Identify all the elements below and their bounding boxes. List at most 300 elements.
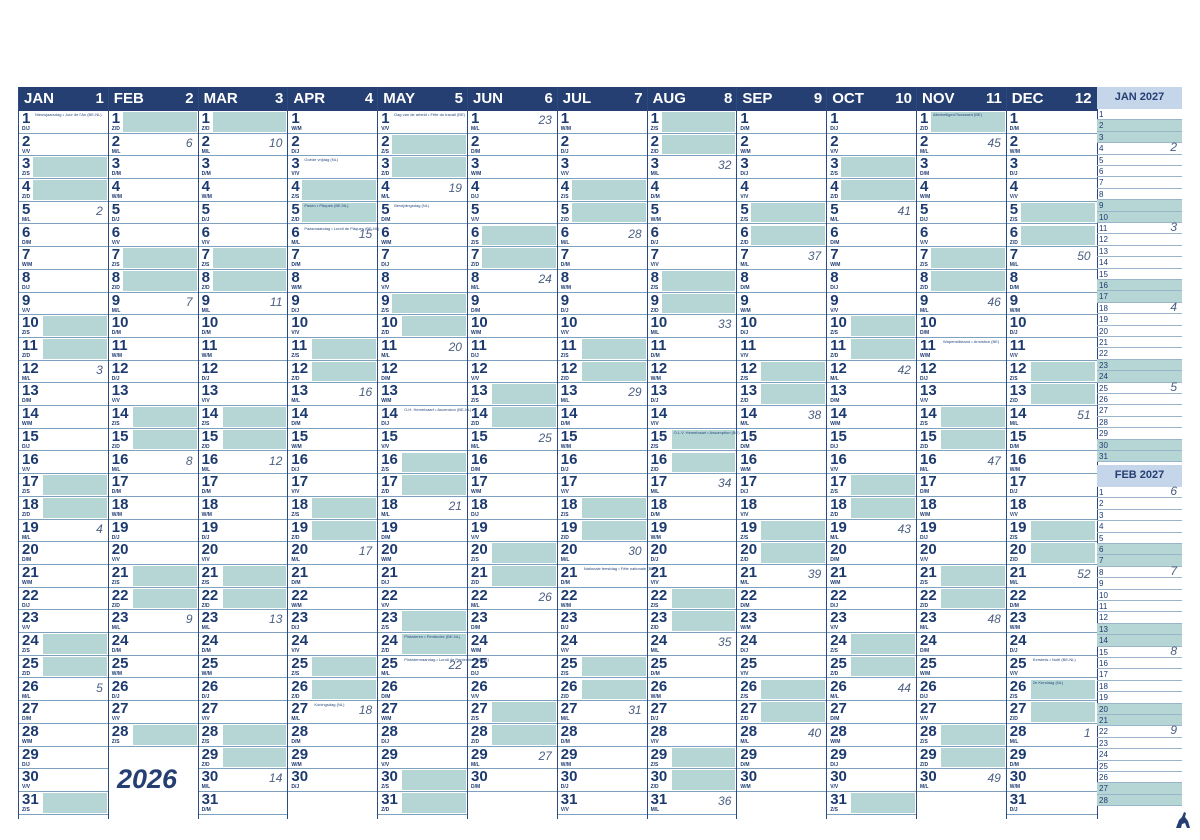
day-cell[interactable] [558, 474, 648, 497]
day-cell[interactable] [737, 202, 827, 225]
day-cell[interactable] [737, 724, 827, 747]
day-cell[interactable] [378, 769, 468, 792]
next-day-cell[interactable] [1097, 704, 1182, 715]
day-cell[interactable] [288, 542, 378, 565]
day-cell[interactable] [378, 679, 468, 702]
next-day-cell[interactable] [1097, 783, 1182, 794]
day-cell[interactable] [917, 452, 1007, 475]
day-cell[interactable] [648, 383, 738, 406]
day-cell[interactable] [648, 111, 738, 134]
day-cell[interactable] [558, 747, 648, 770]
day-cell[interactable] [737, 633, 827, 656]
day-cell[interactable] [827, 792, 917, 815]
day-cell[interactable] [199, 588, 289, 611]
next-day-cell[interactable] [1097, 280, 1182, 291]
day-cell[interactable] [468, 429, 558, 452]
day-cell[interactable] [1007, 315, 1097, 338]
day-cell[interactable] [1007, 202, 1097, 225]
day-cell[interactable] [558, 542, 648, 565]
next-day-cell[interactable] [1097, 417, 1182, 428]
day-cell[interactable] [917, 656, 1007, 679]
next-day-cell[interactable] [1097, 269, 1182, 280]
day-cell[interactable] [1007, 270, 1097, 293]
day-cell[interactable] [827, 679, 917, 702]
day-cell[interactable] [378, 247, 468, 270]
day-cell[interactable] [917, 610, 1007, 633]
day-cell[interactable] [109, 338, 199, 361]
day-cell[interactable] [827, 633, 917, 656]
day-cell[interactable] [737, 497, 827, 520]
day-cell[interactable] [19, 588, 109, 611]
day-cell[interactable] [288, 179, 378, 202]
day-cell[interactable] [1007, 406, 1097, 429]
day-cell[interactable] [378, 747, 468, 770]
day-cell[interactable] [827, 701, 917, 724]
next-day-cell[interactable] [1097, 379, 1182, 394]
day-cell[interactable] [109, 315, 199, 338]
day-cell[interactable] [199, 156, 289, 179]
day-cell[interactable] [827, 156, 917, 179]
day-cell[interactable] [648, 315, 738, 338]
day-cell[interactable] [19, 202, 109, 225]
day-cell[interactable] [827, 293, 917, 316]
day-cell[interactable] [468, 474, 558, 497]
day-cell[interactable] [648, 452, 738, 475]
next-day-cell[interactable] [1097, 189, 1182, 200]
day-cell[interactable] [468, 701, 558, 724]
day-cell[interactable] [19, 406, 109, 429]
day-cell[interactable] [378, 792, 468, 815]
day-cell[interactable] [737, 452, 827, 475]
day-cell[interactable] [558, 315, 648, 338]
day-cell[interactable] [468, 406, 558, 429]
next-day-cell[interactable] [1097, 795, 1182, 806]
day-cell[interactable] [378, 225, 468, 248]
day-cell[interactable] [737, 520, 827, 543]
next-day-cell[interactable] [1097, 120, 1182, 131]
day-cell[interactable] [1007, 134, 1097, 157]
day-cell[interactable] [468, 452, 558, 475]
day-cell[interactable] [917, 474, 1007, 497]
next-day-cell[interactable] [1097, 563, 1182, 578]
day-cell[interactable] [288, 565, 378, 588]
day-cell[interactable] [288, 202, 378, 225]
day-cell[interactable] [1007, 588, 1097, 611]
next-day-cell[interactable] [1097, 715, 1182, 726]
day-cell[interactable] [827, 588, 917, 611]
day-cell[interactable] [558, 701, 648, 724]
day-cell[interactable] [288, 293, 378, 316]
day-cell[interactable] [378, 134, 468, 157]
day-cell[interactable] [109, 565, 199, 588]
next-day-cell[interactable] [1097, 257, 1182, 268]
day-cell[interactable] [1007, 724, 1097, 747]
day-cell[interactable] [109, 452, 199, 475]
day-cell[interactable] [648, 156, 738, 179]
day-cell[interactable] [109, 383, 199, 406]
day-cell[interactable] [917, 202, 1007, 225]
day-cell[interactable] [648, 338, 738, 361]
day-cell[interactable] [468, 315, 558, 338]
day-cell[interactable] [109, 542, 199, 565]
day-cell[interactable] [109, 701, 199, 724]
day-cell[interactable] [378, 338, 468, 361]
day-cell[interactable] [827, 497, 917, 520]
next-day-cell[interactable] [1097, 612, 1182, 623]
day-cell[interactable] [917, 747, 1007, 770]
day-cell[interactable] [19, 747, 109, 770]
day-cell[interactable] [917, 270, 1007, 293]
next-day-cell[interactable] [1097, 326, 1182, 337]
next-day-cell[interactable] [1097, 749, 1182, 760]
next-day-cell[interactable] [1097, 533, 1182, 544]
day-cell[interactable] [288, 747, 378, 770]
day-cell[interactable] [288, 452, 378, 475]
day-cell[interactable] [109, 293, 199, 316]
day-cell[interactable] [648, 747, 738, 770]
day-cell[interactable] [648, 179, 738, 202]
day-cell[interactable] [917, 361, 1007, 384]
day-cell[interactable] [648, 565, 738, 588]
day-cell[interactable] [468, 270, 558, 293]
day-cell[interactable] [468, 247, 558, 270]
day-cell[interactable] [917, 111, 1007, 134]
day-cell[interactable] [468, 156, 558, 179]
next-day-cell[interactable] [1097, 521, 1182, 532]
day-cell[interactable] [737, 225, 827, 248]
day-cell[interactable] [648, 769, 738, 792]
day-cell[interactable] [737, 429, 827, 452]
day-cell[interactable] [648, 633, 738, 656]
next-day-cell[interactable] [1097, 669, 1182, 680]
day-cell[interactable] [827, 542, 917, 565]
day-cell[interactable] [827, 747, 917, 770]
day-cell[interactable] [737, 747, 827, 770]
day-cell[interactable] [199, 111, 289, 134]
day-cell[interactable] [917, 134, 1007, 157]
day-cell[interactable] [19, 156, 109, 179]
day-cell[interactable] [648, 429, 738, 452]
day-cell[interactable] [468, 202, 558, 225]
day-cell[interactable] [648, 247, 738, 270]
day-cell[interactable] [109, 247, 199, 270]
day-cell[interactable] [109, 179, 199, 202]
day-cell[interactable] [199, 429, 289, 452]
day-cell[interactable] [827, 361, 917, 384]
day-cell[interactable] [917, 769, 1007, 792]
day-cell[interactable] [468, 679, 558, 702]
day-cell[interactable] [378, 565, 468, 588]
day-cell[interactable] [19, 610, 109, 633]
day-cell[interactable] [827, 406, 917, 429]
day-cell[interactable] [378, 588, 468, 611]
day-cell[interactable] [19, 792, 109, 815]
day-cell[interactable] [648, 225, 738, 248]
day-cell[interactable] [468, 361, 558, 384]
day-cell[interactable] [558, 156, 648, 179]
day-cell[interactable] [558, 429, 648, 452]
day-cell[interactable] [1007, 565, 1097, 588]
day-cell[interactable] [827, 724, 917, 747]
day-cell[interactable] [737, 134, 827, 157]
next-day-cell[interactable] [1097, 544, 1182, 555]
day-cell[interactable] [288, 633, 378, 656]
next-day-cell[interactable] [1097, 440, 1182, 451]
day-cell[interactable] [199, 610, 289, 633]
day-cell[interactable] [558, 247, 648, 270]
day-cell[interactable] [558, 338, 648, 361]
day-cell[interactable] [19, 769, 109, 792]
day-cell[interactable] [378, 701, 468, 724]
day-cell[interactable] [109, 610, 199, 633]
day-cell[interactable] [737, 315, 827, 338]
day-cell[interactable] [378, 202, 468, 225]
day-cell[interactable] [737, 111, 827, 134]
day-cell[interactable] [378, 520, 468, 543]
day-cell[interactable] [199, 383, 289, 406]
day-cell[interactable] [468, 293, 558, 316]
day-cell[interactable] [378, 315, 468, 338]
day-cell[interactable] [917, 429, 1007, 452]
day-cell[interactable] [648, 520, 738, 543]
day-cell[interactable] [648, 474, 738, 497]
day-cell[interactable] [648, 293, 738, 316]
day-cell[interactable] [288, 383, 378, 406]
next-day-cell[interactable] [1097, 140, 1182, 155]
day-cell[interactable] [917, 542, 1007, 565]
day-cell[interactable] [558, 679, 648, 702]
day-cell[interactable] [288, 679, 378, 702]
day-cell[interactable] [648, 610, 738, 633]
day-cell[interactable] [917, 679, 1007, 702]
day-cell[interactable] [648, 701, 738, 724]
day-cell[interactable] [917, 338, 1007, 361]
day-cell[interactable] [648, 588, 738, 611]
day-cell[interactable] [1007, 679, 1097, 702]
day-cell[interactable] [109, 633, 199, 656]
day-cell[interactable] [109, 270, 199, 293]
day-cell[interactable] [558, 769, 648, 792]
day-cell[interactable] [827, 225, 917, 248]
day-cell[interactable] [468, 383, 558, 406]
day-cell[interactable] [737, 293, 827, 316]
day-cell[interactable] [199, 701, 289, 724]
day-cell[interactable] [288, 156, 378, 179]
day-cell[interactable] [737, 701, 827, 724]
day-cell[interactable] [288, 520, 378, 543]
next-day-cell[interactable] [1097, 246, 1182, 257]
next-day-cell[interactable] [1097, 772, 1182, 783]
day-cell[interactable] [378, 497, 468, 520]
day-cell[interactable] [1007, 111, 1097, 134]
day-cell[interactable] [288, 406, 378, 429]
day-cell[interactable] [19, 383, 109, 406]
day-cell[interactable] [19, 474, 109, 497]
day-cell[interactable] [288, 610, 378, 633]
day-cell[interactable] [648, 679, 738, 702]
day-cell[interactable] [558, 225, 648, 248]
next-day-cell[interactable] [1097, 601, 1182, 612]
day-cell[interactable] [468, 633, 558, 656]
day-cell[interactable] [648, 656, 738, 679]
day-cell[interactable] [737, 542, 827, 565]
day-cell[interactable] [468, 542, 558, 565]
day-cell[interactable] [199, 225, 289, 248]
day-cell[interactable] [378, 542, 468, 565]
day-cell[interactable] [558, 452, 648, 475]
next-day-cell[interactable] [1097, 220, 1182, 234]
next-day-cell[interactable] [1097, 360, 1182, 371]
day-cell[interactable] [468, 497, 558, 520]
day-cell[interactable] [109, 429, 199, 452]
day-cell[interactable] [1007, 361, 1097, 384]
day-cell[interactable] [558, 656, 648, 679]
day-cell[interactable] [288, 769, 378, 792]
day-cell[interactable] [827, 111, 917, 134]
day-cell[interactable] [737, 179, 827, 202]
day-cell[interactable] [917, 383, 1007, 406]
day-cell[interactable] [917, 588, 1007, 611]
day-cell[interactable] [737, 156, 827, 179]
next-day-cell[interactable] [1097, 200, 1182, 211]
day-cell[interactable] [199, 565, 289, 588]
day-cell[interactable] [737, 247, 827, 270]
next-day-cell[interactable] [1097, 348, 1182, 359]
day-cell[interactable] [1007, 179, 1097, 202]
day-cell[interactable] [917, 633, 1007, 656]
day-cell[interactable] [468, 565, 558, 588]
day-cell[interactable] [917, 520, 1007, 543]
next-day-cell[interactable] [1097, 555, 1182, 566]
day-cell[interactable] [19, 361, 109, 384]
day-cell[interactable] [199, 474, 289, 497]
day-cell[interactable] [648, 724, 738, 747]
day-cell[interactable] [917, 179, 1007, 202]
day-cell[interactable] [19, 338, 109, 361]
day-cell[interactable] [827, 452, 917, 475]
day-cell[interactable] [648, 542, 738, 565]
day-cell[interactable] [19, 293, 109, 316]
next-day-cell[interactable] [1097, 590, 1182, 601]
next-day-cell[interactable] [1097, 299, 1182, 314]
day-cell[interactable] [468, 520, 558, 543]
day-cell[interactable] [827, 179, 917, 202]
day-cell[interactable] [558, 134, 648, 157]
day-cell[interactable] [737, 338, 827, 361]
day-cell[interactable] [468, 610, 558, 633]
day-cell[interactable] [199, 542, 289, 565]
day-cell[interactable] [378, 474, 468, 497]
day-cell[interactable] [648, 497, 738, 520]
day-cell[interactable] [737, 679, 827, 702]
next-day-cell[interactable] [1097, 738, 1182, 749]
day-cell[interactable] [468, 747, 558, 770]
day-cell[interactable] [827, 338, 917, 361]
day-cell[interactable] [109, 361, 199, 384]
next-day-cell[interactable] [1097, 692, 1182, 703]
next-day-cell[interactable] [1097, 658, 1182, 669]
day-cell[interactable] [648, 361, 738, 384]
next-day-cell[interactable] [1097, 166, 1182, 177]
day-cell[interactable] [109, 225, 199, 248]
day-cell[interactable] [827, 610, 917, 633]
day-cell[interactable] [558, 383, 648, 406]
day-cell[interactable] [827, 134, 917, 157]
day-cell[interactable] [558, 724, 648, 747]
day-cell[interactable] [109, 406, 199, 429]
day-cell[interactable] [109, 656, 199, 679]
day-cell[interactable] [19, 724, 109, 747]
next-day-cell[interactable] [1097, 484, 1182, 498]
day-cell[interactable] [648, 406, 738, 429]
day-cell[interactable] [109, 111, 199, 134]
day-cell[interactable] [378, 383, 468, 406]
day-cell[interactable] [1007, 633, 1097, 656]
day-cell[interactable] [199, 247, 289, 270]
day-cell[interactable] [558, 588, 648, 611]
day-cell[interactable] [1007, 542, 1097, 565]
day-cell[interactable] [737, 383, 827, 406]
next-day-cell[interactable] [1097, 337, 1182, 348]
day-cell[interactable] [1007, 293, 1097, 316]
day-cell[interactable] [737, 474, 827, 497]
day-cell[interactable] [737, 610, 827, 633]
next-day-cell[interactable] [1097, 394, 1182, 405]
day-cell[interactable] [827, 270, 917, 293]
next-day-cell[interactable] [1097, 578, 1182, 589]
next-day-cell[interactable] [1097, 109, 1182, 120]
day-cell[interactable] [109, 156, 199, 179]
day-cell[interactable] [917, 293, 1007, 316]
next-day-cell[interactable] [1097, 761, 1182, 772]
day-cell[interactable] [378, 270, 468, 293]
day-cell[interactable] [558, 270, 648, 293]
day-cell[interactable] [737, 656, 827, 679]
day-cell[interactable] [558, 633, 648, 656]
day-cell[interactable] [19, 520, 109, 543]
next-day-cell[interactable] [1097, 405, 1182, 416]
day-cell[interactable] [917, 225, 1007, 248]
day-cell[interactable] [827, 315, 917, 338]
day-cell[interactable] [288, 270, 378, 293]
day-cell[interactable] [19, 633, 109, 656]
day-cell[interactable] [468, 656, 558, 679]
day-cell[interactable] [737, 588, 827, 611]
day-cell[interactable] [917, 247, 1007, 270]
day-cell[interactable] [827, 520, 917, 543]
day-cell[interactable] [19, 179, 109, 202]
day-cell[interactable] [468, 111, 558, 134]
day-cell[interactable] [917, 724, 1007, 747]
day-cell[interactable] [468, 588, 558, 611]
day-cell[interactable] [199, 338, 289, 361]
day-cell[interactable] [1007, 656, 1097, 679]
day-cell[interactable] [737, 270, 827, 293]
day-cell[interactable] [288, 247, 378, 270]
day-cell[interactable] [109, 679, 199, 702]
day-cell[interactable] [288, 315, 378, 338]
day-cell[interactable] [558, 497, 648, 520]
day-cell[interactable] [468, 724, 558, 747]
day-cell[interactable] [288, 588, 378, 611]
day-cell[interactable] [1007, 701, 1097, 724]
day-cell[interactable] [19, 270, 109, 293]
day-cell[interactable] [558, 792, 648, 815]
day-cell[interactable] [1007, 792, 1097, 815]
day-cell[interactable] [917, 156, 1007, 179]
day-cell[interactable] [378, 429, 468, 452]
day-cell[interactable] [827, 429, 917, 452]
